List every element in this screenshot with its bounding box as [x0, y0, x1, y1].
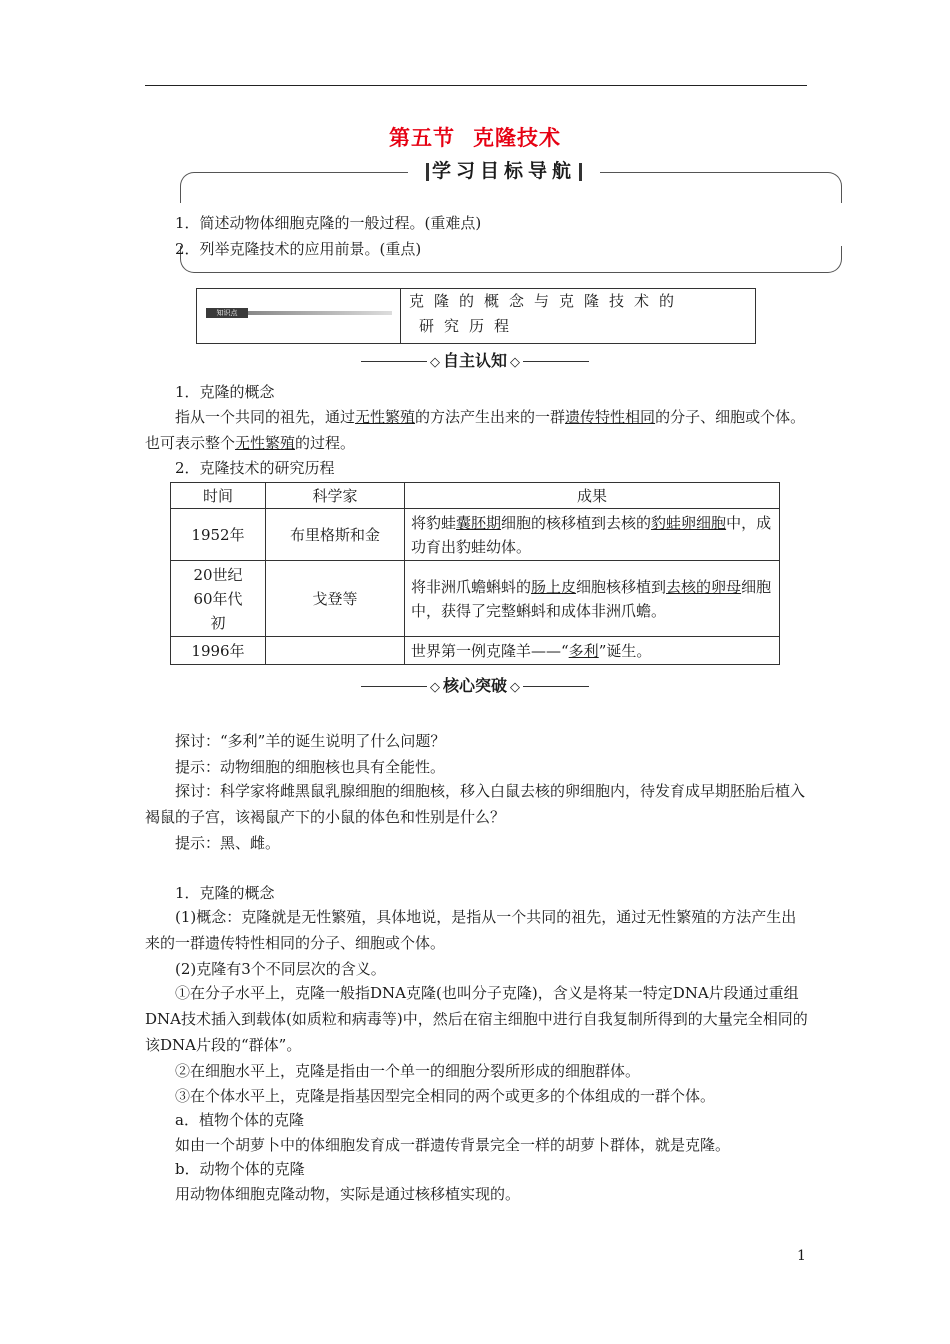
goal-item-2: 2．列举克隆技术的应用前景。(重点)	[175, 240, 422, 258]
core-levels: (2)克隆有3个不同层次的含义。	[175, 960, 386, 978]
header-scientist: 科学家	[266, 483, 405, 509]
knowledge-point-box	[196, 288, 756, 344]
core-concept-heading: 1．克隆的概念	[175, 884, 275, 902]
knowledge-point-badge: 知识点	[206, 308, 248, 318]
page-title: 第五节 克隆技术	[389, 126, 561, 150]
table-header-row	[171, 483, 780, 509]
page-number: 1	[797, 1248, 806, 1264]
box-divider	[400, 289, 401, 343]
section-core: ◇ 核心突破 ◇	[0, 673, 950, 696]
animal-clone-heading: b．动物个体的克隆	[175, 1160, 305, 1178]
goals-banner: 学习目标导航	[408, 156, 600, 186]
table-row: 1996年 世界第一例克隆羊——“多利”诞生。	[171, 637, 780, 665]
history-table	[170, 482, 780, 665]
discussion-hint-2: 提示：黑、雌。	[175, 834, 281, 852]
goal-item-1: 1．简述动物体细胞克隆的一般过程。(重难点)	[175, 214, 482, 232]
animal-clone-text: 用动物体细胞克隆动物，实际是通过核移植实现的。	[175, 1185, 521, 1203]
header-result: 成果	[405, 483, 780, 509]
header-time: 时间	[171, 483, 266, 509]
plant-clone-text: 如由一个胡萝卜中的体细胞发育成一群遗传背景完全一样的胡萝卜群体，就是克隆。	[175, 1136, 731, 1154]
discussion-question-2: 探讨：科学家将雌黑鼠乳腺细胞的细胞核，移入白鼠去核的卵细胞内，待发育成早期胚胎后植入褐鼠的子宫，该褐鼠产下的小鼠的体色和性别是什么？	[145, 782, 806, 826]
knowledge-point-title: 克隆的概念与克隆技术的 研究历程	[409, 292, 685, 335]
discussion-hint-1: 提示：动物细胞的细胞核也具有全能性。	[175, 758, 446, 776]
table-row: 1952年 布里格斯和金 将豹蛙囊胚期细胞的核移植到去核的豹蛙卵细胞中，成功育出豹蛙幼体。	[171, 509, 780, 561]
core-individual-level: ③在个体水平上，克隆是指基因型完全相同的两个或更多的个体组成的一群个体。	[175, 1087, 716, 1105]
core-molecular-level: ①在分子水平上，克隆一般指DNA克隆(也叫分子克隆)，含义是将某一特定DNA片段通过重组DNA技术插入到载体(如质粒和病毒等)中，然后在宿主细胞中进行自我复制所得到的大量完全相同的该DNA片段的“群体”。	[145, 984, 808, 1054]
discussion-question-1: 探讨：“多利”羊的诞生说明了什么问题？	[175, 732, 446, 750]
core-cell-level: ②在细胞水平上，克隆是指由一个单一的细胞分裂所形成的细胞群体。	[175, 1062, 641, 1080]
core-definition: (1)概念：克隆就是无性繁殖，具体地说，是指从一个共同的祖先，通过无性繁殖的方法产生出来的一群遗传特性相同的分子、细胞或个体。	[145, 908, 797, 952]
history-heading: 2．克隆技术的研究历程	[175, 459, 335, 477]
plant-clone-heading: a．植物个体的克隆	[175, 1111, 304, 1129]
concept-heading: 1．克隆的概念	[175, 383, 275, 401]
section-self-learning: ◇ 自主认知 ◇	[0, 348, 950, 371]
concept-definition: 指从一个共同的祖先，通过无性繁殖的方法产生出来的一群遗传特性相同的分子、细胞或个体。也可表示整个无性繁殖的过程。	[145, 408, 806, 452]
header-rule	[145, 85, 807, 86]
table-row: 20世纪 60年代 初 戈登等 将非洲爪蟾蝌蚪的肠上皮细胞核移植到去核的卵母细胞中，获得了完整蝌蚪和成体非洲爪蟾。	[171, 561, 780, 637]
badge-decoration	[248, 311, 392, 315]
